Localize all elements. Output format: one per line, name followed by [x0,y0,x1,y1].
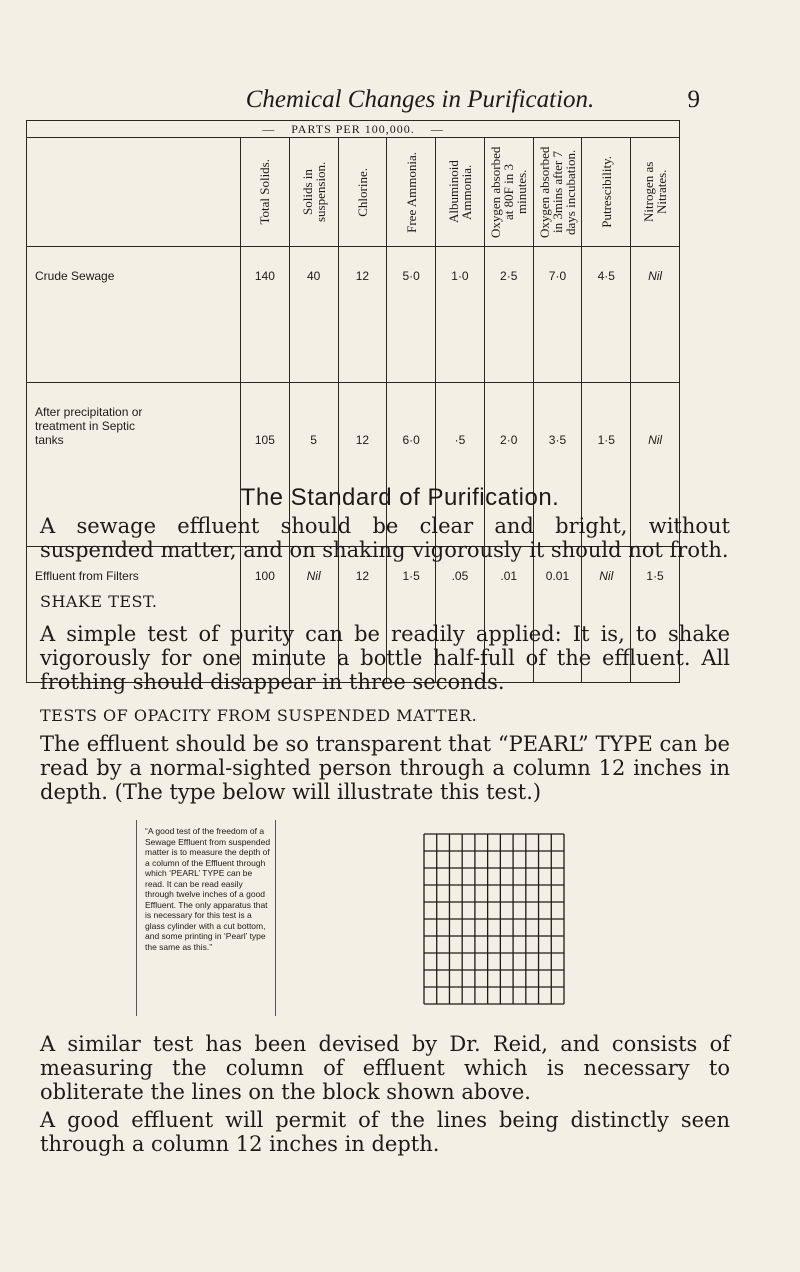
table-cell: 12 [338,547,387,683]
row-label-header [27,138,241,247]
table-cell: 5·0 [387,247,436,383]
opacity-tests-text: The effluent should be so transparent that “PEARL” TYPE can be read by a normal-sighted person through a column 12 inches in depth. (The type below will illustrate this test.) [40,732,730,804]
column-header [631,138,680,247]
column-header-label: Oxygen absorbed at 80F in 3 minutes. [488,146,530,238]
column-header [582,138,631,247]
column-header-label: Chlorine. [354,167,370,217]
column-header-label: Putrescibility. [598,156,614,228]
row-label-line: treatment in Septic [35,419,136,433]
table-cell: 1·5 [582,383,631,547]
dash-left: — [262,121,276,136]
running-head [150,86,700,114]
table-cell: 1·5 [631,547,680,683]
column-header [387,138,436,247]
table-caption-text: PARTS PER 100,000. [291,121,415,136]
row-label-line: tanks [35,433,64,447]
column-header-label: Oxygen absorbed in 3mins after 7 days incubation. [536,146,578,238]
table-cell: 5 [289,383,338,547]
table-cell: 6·0 [387,383,436,547]
shake-test-heading: SHAKE TEST. [40,592,158,611]
column-header [289,138,338,247]
page-title: Chemical Changes in Purification. [245,86,595,113]
column-header [484,138,533,247]
table-row [27,247,680,383]
row-label-line: Effluent from Filters [35,569,139,583]
table-cell: 4·5 [582,247,631,383]
column-header-label: Albuminoid Ammonia. [445,160,474,224]
table-cell: 2·5 [484,247,533,383]
table-caption [27,121,680,138]
column-header-row [27,138,680,247]
column-header-label: Total Solids. [257,159,273,225]
column-header [533,138,582,247]
table-cell: 1·5 [387,547,436,683]
table-cell: 7·0 [533,247,582,383]
reid-line-block [420,830,570,1010]
table-cell: 100 [241,547,290,683]
row-label-line: After precipitation or [35,405,143,419]
pearl-type-sample: “A good test of the freedom of a Sewage Effluent from suspended matter is to measure the depth of a column of the Effluent through which ‘PEARL’ TYPE can be read. It can be read easily through twelve inches of a good Effluent. The only apparatus that is necessary for this test is a glass cylinder with a cut bottom, and some printing in ‘Pearl’ type the same as this.” [136,820,276,1016]
column-header [338,138,387,247]
table-cell: 12 [338,247,387,383]
table-cell: 140 [241,247,290,383]
column-header-label: Solids in suspension. [299,161,328,223]
reid-test-paragraph: A similar test has been devised by Dr. Reid, and consists of measuring the column of effluent which is necessary to obliterate the lines on the block shown above. [40,1032,730,1104]
table-cell: ·5 [436,383,485,547]
row-label [27,247,241,383]
table-cell: 2·0 [484,383,533,547]
table-cell: 3·5 [533,383,582,547]
dash-right: — [430,121,444,136]
table-cell: 40 [289,247,338,383]
table-cell: 1·0 [436,247,485,383]
page-number: 9 [687,86,700,113]
column-header [436,138,485,247]
column-header [241,138,290,247]
table-cell: 0.01 [533,547,582,683]
table-cell: Nil [631,247,680,383]
table-cell: .01 [484,547,533,683]
table-body [27,247,680,683]
table-cell: 12 [338,383,387,547]
column-header-label: Nitrogen as Nitrates. [641,161,670,223]
table-cell: 105 [241,383,290,547]
opacity-tests-heading: TESTS OF OPACITY FROM SUSPENDED MATTER. [40,706,478,725]
section-title: The Standard of Purification. [240,484,560,511]
row-label-line: Crude Sewage [35,269,115,283]
table-cell: Nil [582,547,631,683]
column-header-label: Free Ammonia. [403,151,419,233]
table-cell: Nil [289,547,338,683]
table-cell: .05 [436,547,485,683]
table-cell: Nil [631,383,680,547]
reid-test-paragraph-2: A good effluent will permit of the lines being distinctly seen through a column 12 inches in depth. [40,1108,730,1156]
intro-paragraph: A sewage effluent should be clear and bright, without suspended matter, and on shaking vigorously it should not froth. [40,514,730,562]
shake-test-text: A simple test of purity can be readily applied: It is, to shake vigorously for one minute a bottle half-full of the effluent. All frothing should disappear in three seconds. [40,622,730,694]
